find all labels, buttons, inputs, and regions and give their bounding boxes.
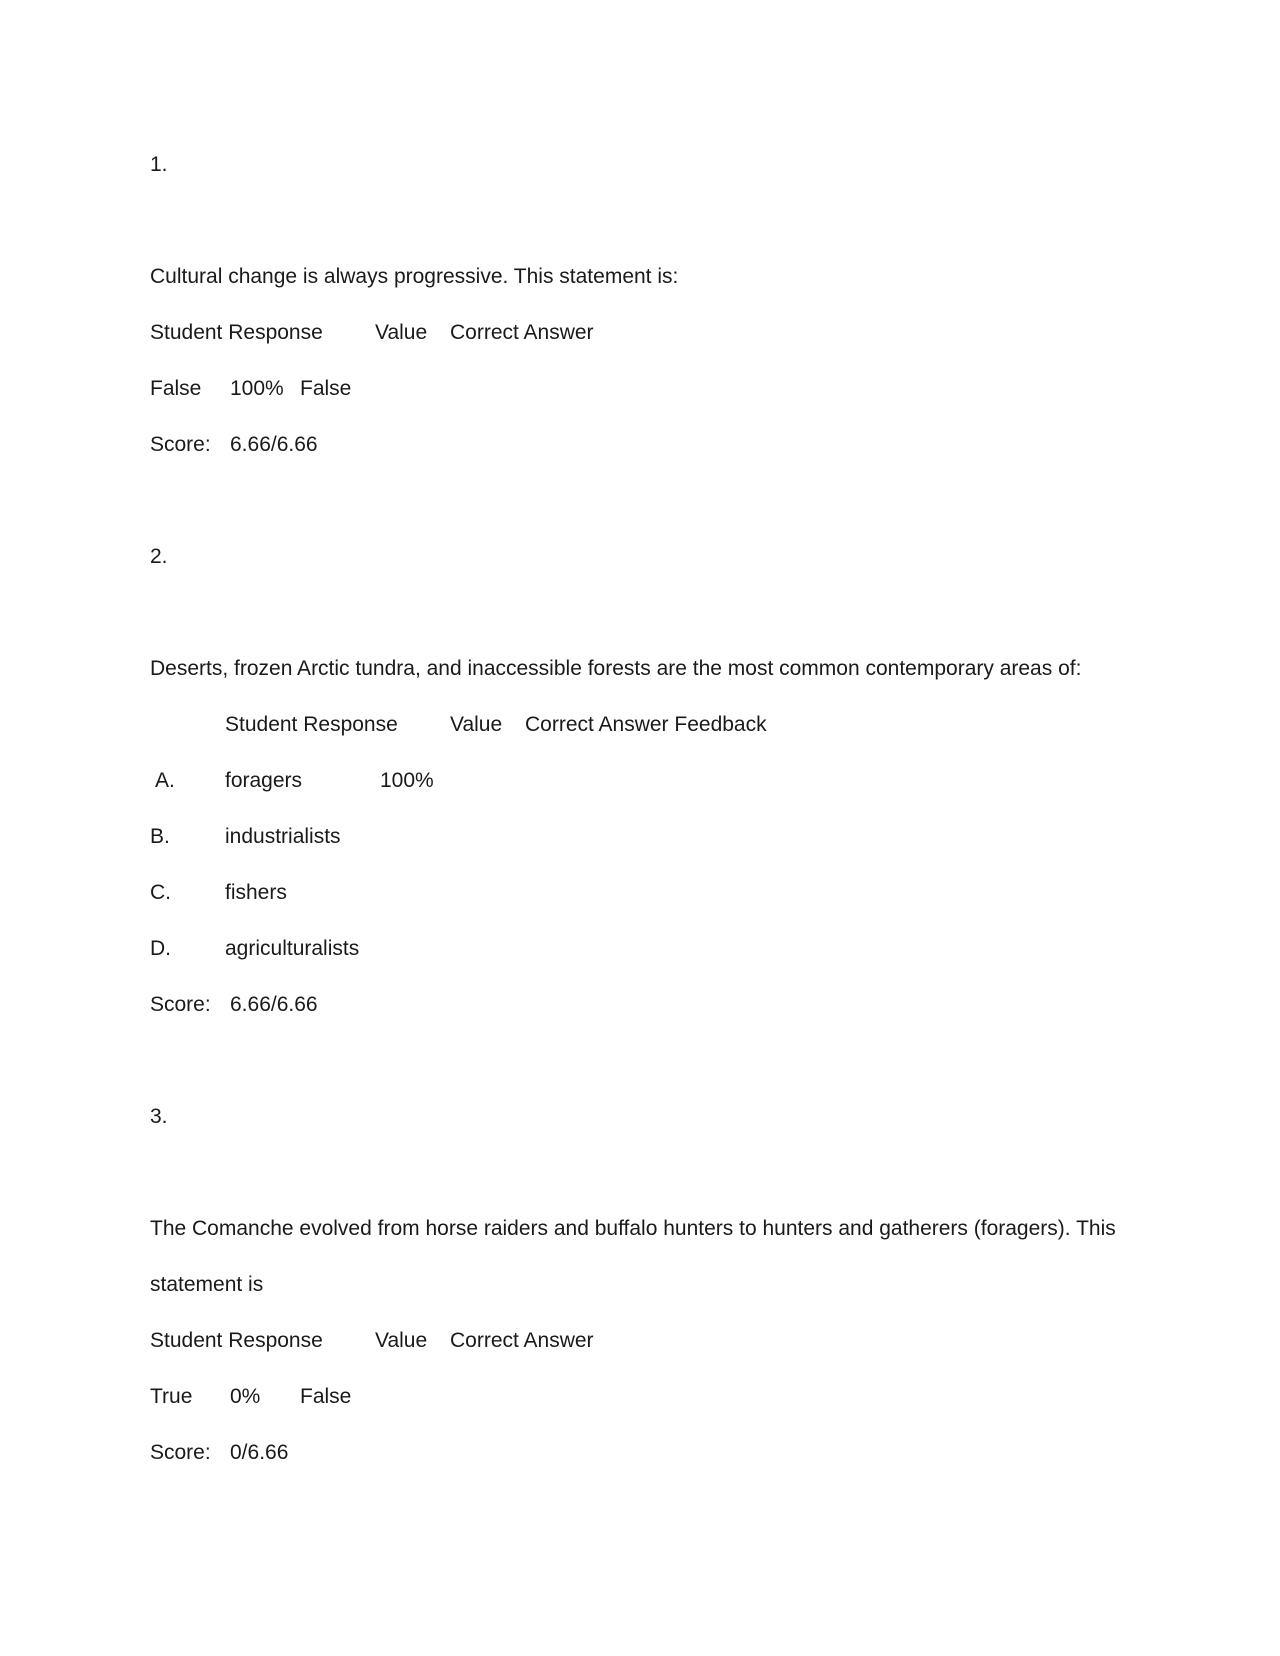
option-letter: B.: [150, 825, 170, 848]
score-value: 6.66/6.66: [230, 433, 318, 456]
question-prompt-line-2: statement is: [150, 1273, 264, 1296]
option-text: industrialists: [225, 825, 341, 848]
question-number: 1.: [150, 153, 168, 176]
answer-value: 0%: [230, 1385, 261, 1408]
header-correct-answer: Correct Answer: [450, 321, 594, 344]
header-student-response: Student Response: [150, 1329, 323, 1352]
header-student-response: Student Response: [150, 321, 323, 344]
header-value: Value: [450, 713, 503, 736]
score-label: Score:: [150, 433, 211, 456]
header-correct-answer: Correct Answer: [450, 1329, 594, 1352]
score-label: Score:: [150, 1441, 211, 1464]
header-value: Value: [375, 321, 428, 344]
question-prompt: Deserts, frozen Arctic tundra, and inaccessible forests are the most common contemporary areas of:: [150, 657, 1082, 680]
option-letter: D.: [150, 937, 171, 960]
score-label: Score:: [150, 993, 211, 1016]
header-student-response: Student Response: [225, 713, 398, 736]
option-value: 100%: [380, 769, 434, 792]
option-text: agriculturalists: [225, 937, 360, 960]
correct-answer: False: [300, 1385, 352, 1408]
header-value: Value: [375, 1329, 428, 1352]
option-text: fishers: [225, 881, 287, 904]
answer-value: 100%: [230, 377, 284, 400]
option-letter: A.: [155, 769, 175, 792]
student-response: True: [150, 1385, 193, 1408]
option-letter: C.: [150, 881, 171, 904]
header-correct-answer-feedback: Correct Answer Feedback: [525, 713, 767, 736]
option-text: foragers: [225, 769, 303, 792]
question-number: 3.: [150, 1105, 168, 1128]
score-value: 0/6.66: [230, 1441, 289, 1464]
score-value: 6.66/6.66: [230, 993, 318, 1016]
question-number: 2.: [150, 545, 168, 568]
correct-answer: False: [300, 377, 352, 400]
question-prompt-line-1: The Comanche evolved from horse raiders and buffalo hunters to hunters and gatherers (foragers). This: [150, 1217, 1116, 1240]
student-response: False: [150, 377, 202, 400]
question-prompt: Cultural change is always progressive. This statement is:: [150, 265, 679, 288]
